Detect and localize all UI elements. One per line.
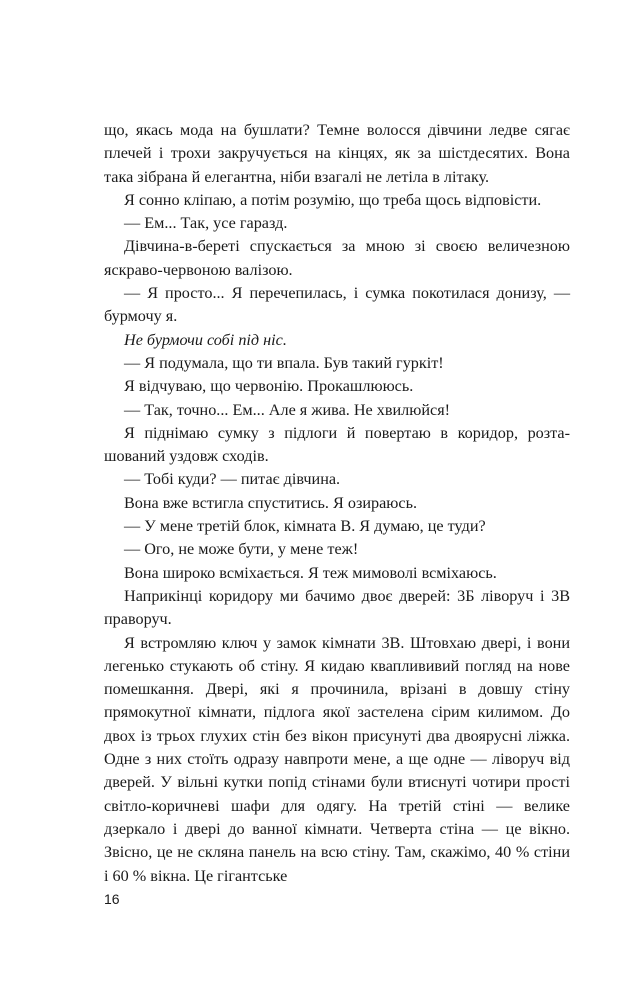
paragraph: — У мене третій блок, кімната В. Я думаю, це туди?: [124, 517, 486, 536]
paragraph: — Так, точно... Ем... Але я жива. Не хвилюйся!: [124, 400, 451, 419]
page-number: 16: [104, 891, 120, 907]
paragraph: Дівчина-в-береті спускається за мною зі своєю величезною яскраво-червоною валізою.: [104, 237, 570, 279]
paragraph: — Ем... Так, усе гаразд.: [124, 214, 288, 233]
paragraph: — Тобі куди? — питає дівчина.: [124, 470, 341, 489]
paragraph: Я сонно кліпаю, а потім розумію, що треба щось відповісти.: [124, 190, 542, 209]
paragraph-italic-thought: Не бурмочи собі під ніс.: [124, 330, 287, 349]
paragraph: Я піднімаю сумку з підлоги й повертаю в коридор, розташований уздовж сходів.: [104, 423, 570, 466]
paragraph: — Я просто... Я перечепилась, і сумка покотилася донизу, — бурмочу я.: [104, 284, 570, 326]
paragraph: Наприкінці коридору ми бачимо двоє дверей: 3Б ліворуч і 3В праворуч.: [104, 586, 570, 629]
paragraph: Вона широко всміхається. Я теж мимоволі всміхаюсь.: [124, 563, 497, 582]
paragraph: що, якась мода на бушлати? Темне волосся дівчини ледве сягає плечей і трохи закручується на кінцях, як за шістдесятих. Вона така зібрана й елегантна, ніби взагалі не летіла в літаку.: [104, 121, 570, 186]
paragraph: Я встромляю ключ у замок кімнати 3В. Штовхаю двері, і вони легенько стукають об стіну. Я кидаю кваплививий погляд на нове помешкання. Двері, які я прочинила, врізані в довшу стіну прямокутної кімнати, підлога якої застелена сірим килимом. До двох із трьох глухих стін без вікон присунуті два двоярусні ліжка. Одне з них стоїть одразу навпроти мене, а ще одне — ліворуч від дверей. У вільні кутки попід стінами були втиснуті чотири прості світло-коричневі шафи для одягу. На третій стіні — велике дзеркало і двері до ванної кімнати. Четверта стіна — це вікно. Звісно, це не скляна панель на всю стіну. Там, скажімо, 40 % стіни і 60 % вікна. Це гігантське: [104, 633, 570, 885]
paragraph: — Я подумала, що ти впала. Був такий гуркіт!: [124, 353, 444, 372]
paragraph: Я відчуваю, що червонію. Прокашлююсь.: [124, 377, 414, 396]
paragraph: Вона вже встигла спуститись. Я озираюсь.: [124, 493, 418, 512]
body-text: [104, 119, 570, 888]
paragraph: — Ого, не може бути, у мене теж!: [124, 540, 359, 559]
